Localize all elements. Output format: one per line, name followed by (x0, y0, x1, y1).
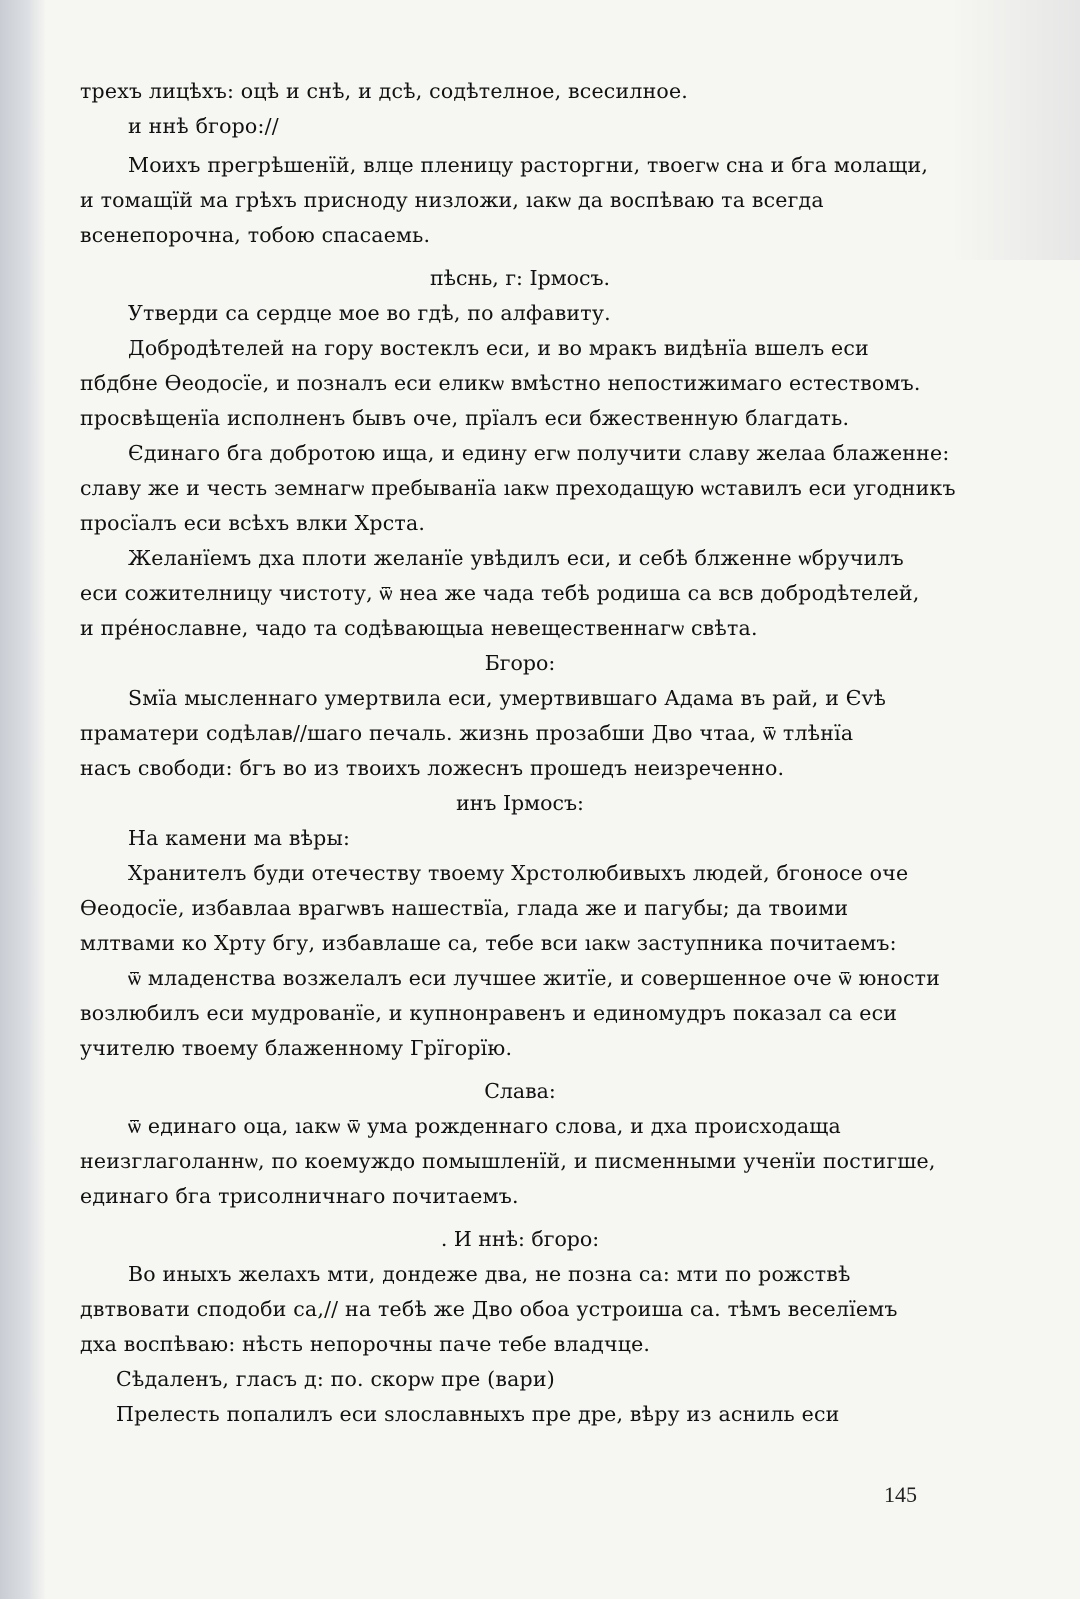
text-line: ѿ единаго оца, ıакѡ ѿ ума рожденнаго слова, и дха происходаща (128, 1114, 841, 1138)
text-line: славу же и честь земнагѡ пребыванїа ıакѡ преходащую ѡставилъ еси угодникъ (80, 476, 956, 500)
text-line: трехъ лицѣхъ: оцѣ и снѣ, и дсѣ, содѣтелное, всесилное. (80, 79, 689, 103)
text-line: Моихъ прегрѣшенїй, влце пленицу расторгни, твоегѡ сна и бга молащи, (128, 153, 929, 177)
text-line: неизглаголаннѡ, по коемуждо помышленїй, и писменными ученїи постигше, (80, 1149, 936, 1173)
text-line: праматери содѣлав//шаго печаль. жизнь прозабши Дво чтаа, ѿ тлѣнїа (80, 721, 854, 745)
text-line: пбдбне Ѳеодосїе, и позналъ еси еликѡ вмѣстно непостижимаго естествомъ. (80, 371, 921, 395)
irmos-line: На камени ма вѣры: (128, 826, 351, 850)
book-page-text (80, 74, 960, 1432)
text-line: и томащїй ма грѣхъ присноду низложи, ıакѡ да воспѣваю та всегда (80, 188, 824, 212)
text-line: возлюбилъ еси мудрованїе, и купнонравенъ и единомудръ показал са еси (80, 1001, 898, 1025)
sedalen-heading: Сѣдаленъ, гласъ д: по. скорѡ пре (вари) (116, 1367, 555, 1391)
text-line: единаго бга трисолничнаго почитаемъ. (80, 1184, 519, 1208)
section-heading: инъ Ірмосъ: (456, 791, 584, 815)
text-line: просїалъ еси всѣхъ влки Хрста. (80, 511, 426, 535)
text-line: Ѳеодосїе, избавлаа врагѡвъ нашествїа, глада же и пагубы; да твоими (80, 896, 849, 920)
text-line: Во иныхъ желахъ мти, дондеже два, не позна са: мти по рожствѣ (128, 1262, 851, 1286)
text-line: дха воспѣваю: нѣсть непорочны паче тебе владчце. (80, 1332, 651, 1356)
text-line: и ннѣ бгоро:// (128, 114, 279, 138)
page-edge-shading (950, 0, 1080, 260)
section-heading: пѣснь, г: Ірмосъ. (429, 266, 611, 290)
text-line: просвѣщенїа исполненъ бывъ оче, прїалъ еси бжественную благдать. (80, 406, 850, 430)
text-line: Желанїемъ дха плоти желанїе увѣдилъ еси, и себѣ блженне ѡбручилъ (128, 546, 904, 570)
text-line: двтвовати сподоби са,// на тебѣ же Дво обоа устроиша са. тѣмъ веселїемъ (80, 1297, 898, 1321)
section-heading: Бгоро: (484, 651, 556, 675)
text-line: млтвами ко Хрту бгу, избавлаше са, тебе вси ıакѡ заступника почитаемъ: (80, 931, 897, 955)
text-line: всенепорочна, тобою спасаемь. (80, 223, 431, 247)
text-line: насъ свободи: бгъ во из твоихъ ложеснъ прошедъ неизреченно. (80, 756, 785, 780)
text-line: Єдинаго бга добротою ища, и едину егѡ получити славу желаа блаженне: (128, 441, 950, 465)
text-line: ѿ младенства возжелалъ еси лучшее житїе, и совершенное оче ѿ юности (128, 966, 941, 990)
text-line: учителю твоему блаженному Грїгорїю. (80, 1036, 513, 1060)
irmos-line: Утверди са сердце мое во гдѣ, по алфавиту. (128, 301, 611, 325)
text-line: еси сожителницу чистоту, ѿ неа же чада тебѣ родиша са всв добродѣтелей, (80, 581, 920, 605)
page-number: 145 (884, 1482, 917, 1507)
section-heading: . И ннѣ: бгоро: (440, 1227, 600, 1251)
text-line: Добродѣтелей на гору востеклъ еси, и во мракъ видѣнїа вшелъ еси (128, 336, 869, 360)
text-line: Ѕмїа мысленнаго умертвила еси, умертвившаго Адама въ рай, и Єvѣ (128, 686, 887, 710)
text-line: Хранителъ буди отечеству твоему Хрстолюбивыхъ людей, бгоносе оче (128, 861, 909, 885)
text-line: Прелесть попалилъ еси ѕлославныхъ пре дре, вѣру из асниль еси (116, 1402, 840, 1426)
text-line: и пре́нославне, чадо та содѣвающыа невещественнагѡ свѣта. (80, 616, 758, 640)
binding-shadow (0, 0, 46, 1599)
section-heading: Слава: (484, 1079, 556, 1103)
